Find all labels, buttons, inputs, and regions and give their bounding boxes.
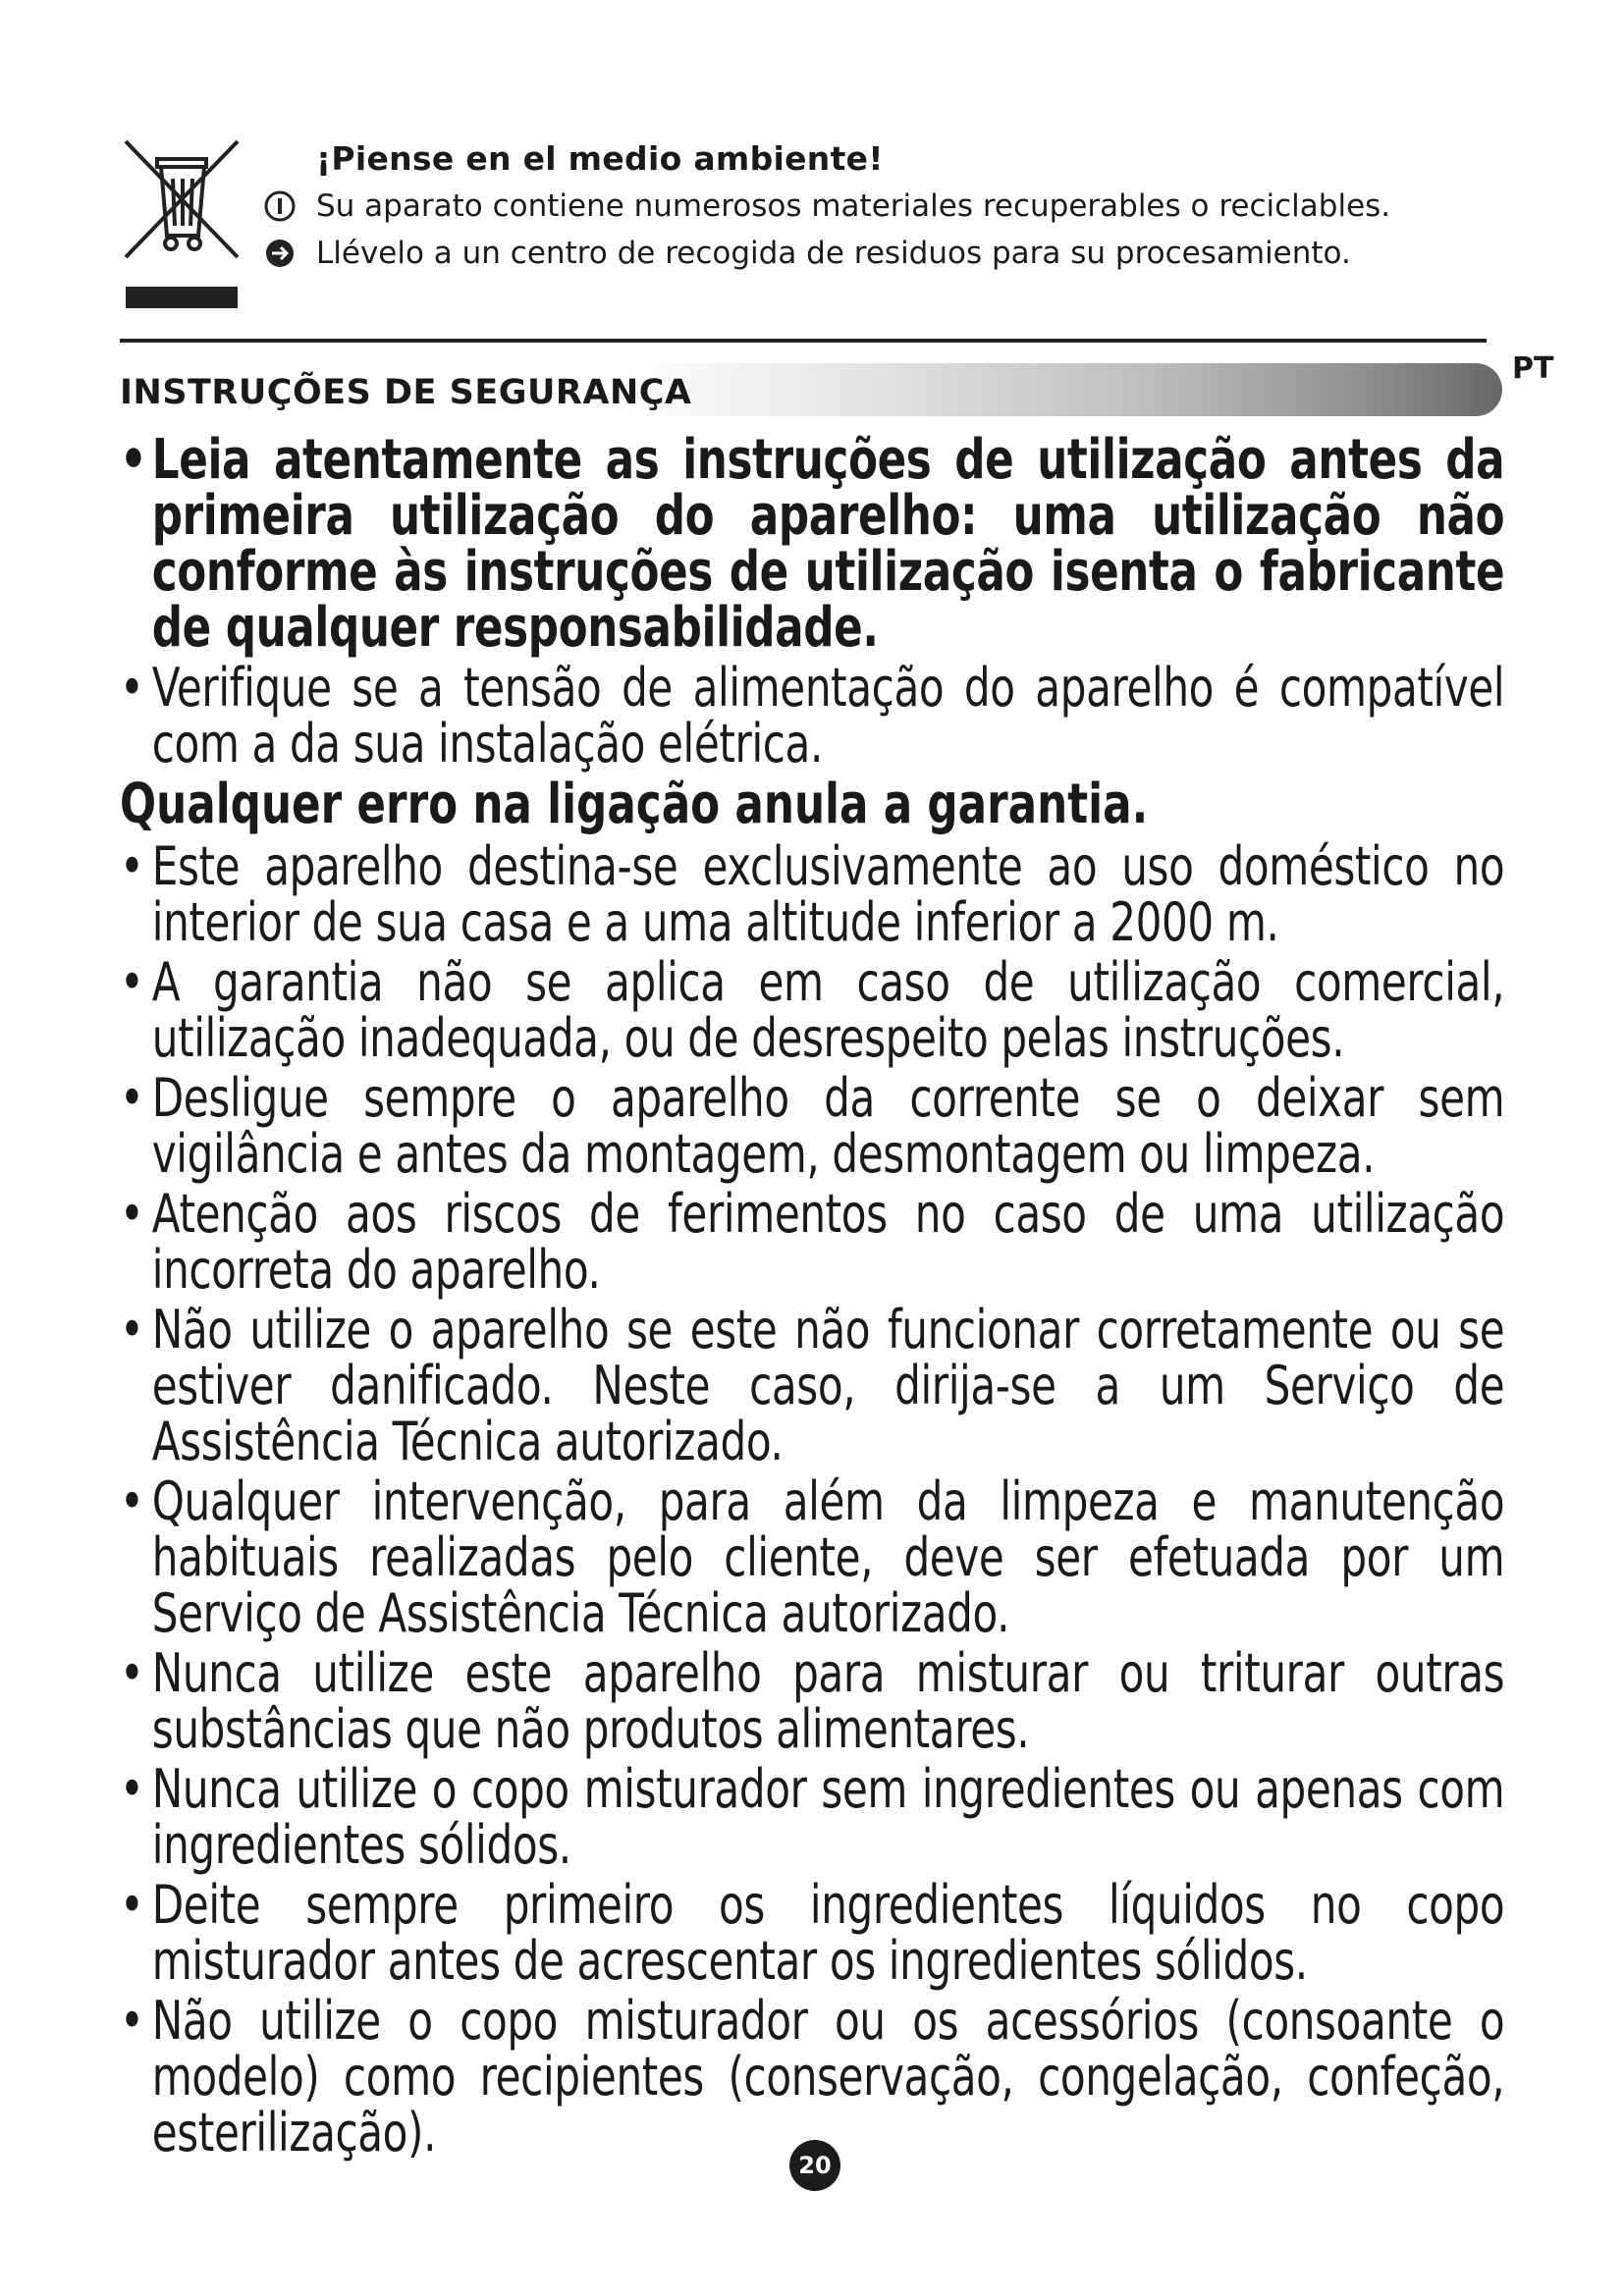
notice-title: ¡Piense en el medio ambiente!: [316, 139, 884, 178]
info-icon: [263, 189, 297, 223]
instruction-item: • Deite sempre primeiro os ingredientes líquidos no copo misturador antes de acrescentar os ingredientes sólidos.: [120, 1874, 1505, 1992]
instruction-item: •Leia atentamente as instruções de utilização antes da primeira utilização do aparelho: uma utilização não conforme às instruções de utilização isenta o fabricante de qualquer responsabilidade.: [120, 428, 1505, 660]
instruction-item: • Verifique se a tensão de alimentação do aparelho é compatível com a da sua instalação elétrica.: [120, 657, 1505, 774]
warranty-warning: Qualquer erro na ligação anula a garantia.: [120, 773, 1149, 836]
header-gradient-bar: [628, 363, 1502, 416]
instruction-item: • Desligue sempre o aparelho da corrente se o deixar sem vigilância e antes da montagem, desmontagem ou limpeza.: [120, 1067, 1505, 1185]
notice-line2-text: Llévelo a un centro de recogida de residuos para su procesamiento.: [316, 236, 1351, 271]
instruction-item: • A garantia não se aplica em caso de utilização comercial, utilização inadequada, ou de desrespeito pelas instruções.: [120, 951, 1505, 1069]
notice-line1-text: Su aparato contiene numerosos materiales recuperables o reciclables.: [316, 188, 1391, 224]
arrow-right-icon: [263, 237, 297, 270]
instruction-item: • Não utilize o copo misturador ou os acessórios (consoante o modelo) como recipientes (conservação, congelação, confeção, esterilização).: [120, 1990, 1505, 2163]
weee-crossed-bin-icon: [120, 137, 244, 314]
page-number: 20: [789, 2140, 840, 2191]
instruction-item: • Atenção aos riscos de ferimentos no caso de uma utilização incorreta do aparelho.: [120, 1183, 1505, 1301]
instruction-item: • Este aparelho destina-se exclusivamente ao uso doméstico no interior de sua casa e a uma altitude inferior a 2000 m.: [120, 835, 1505, 953]
notice-line-arrow: [263, 236, 1351, 271]
divider: [120, 339, 1487, 343]
instruction-item: • Qualquer intervenção, para além da limpeza e manutenção habituais realizadas pelo cliente, deve ser efetuada por um Serviço de Assistência Técnica autorizado.: [120, 1470, 1505, 1644]
safety-instructions: [120, 428, 1505, 2164]
language-tag: PT: [1512, 351, 1554, 386]
instruction-item: • Nunca utilize o copo misturador sem ingredientes ou apenas com ingredientes sólidos.: [120, 1758, 1505, 1876]
section-title: INSTRUÇÕES DE SEGURANÇA: [120, 373, 692, 412]
notice-line-info: [263, 188, 1390, 224]
instruction-item: • Nunca utilize este aparelho para misturar ou triturar outras substâncias que não produtos alimentares.: [120, 1642, 1505, 1760]
instruction-item: • Não utilize o aparelho se este não funcionar corretamente ou se estiver danificado. Neste caso, dirija-se a um Serviço de Assistência Técnica autorizado.: [120, 1299, 1505, 1472]
